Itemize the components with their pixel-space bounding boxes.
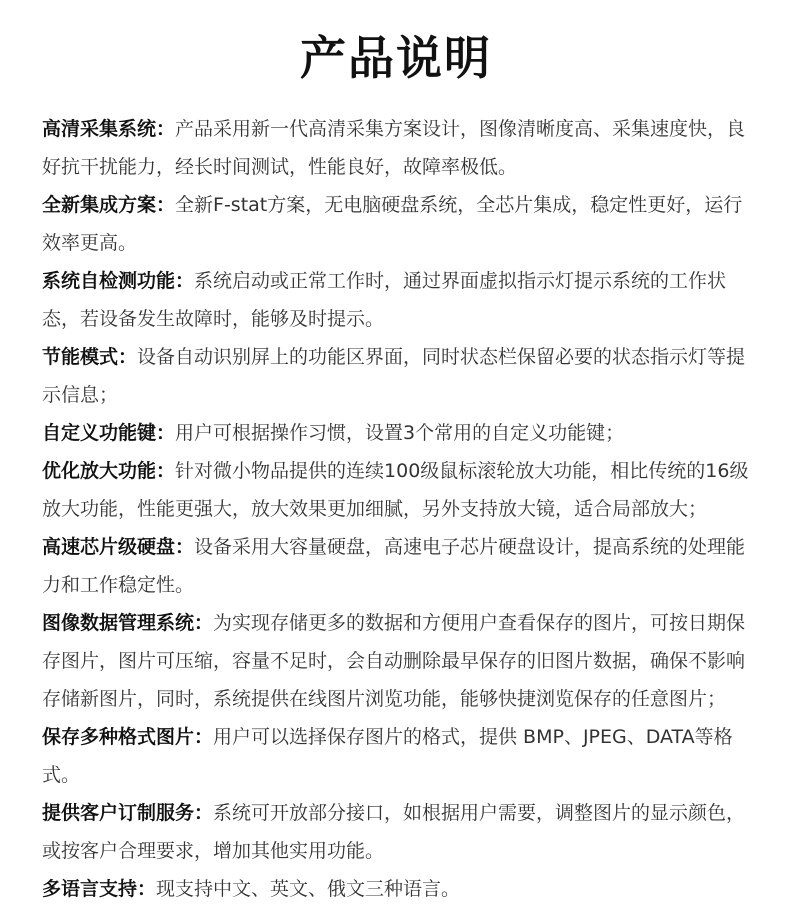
feature-description: 系统可开放部分接口，如根据用户需要，调整图片的显示颜色，或按客户合理要求，增加其他实用功能。 [42, 802, 746, 862]
feature-name: 图像数据管理系统： [42, 612, 214, 634]
feature-item [42, 110, 750, 186]
feature-item [42, 338, 750, 414]
feature-item [42, 262, 750, 338]
feature-item [42, 718, 750, 794]
feature-name: 多语言支持： [42, 878, 157, 900]
feature-name: 高清采集系统： [42, 118, 176, 140]
page-title: 产品说明 [300, 31, 492, 85]
feature-description: 全新F-stat方案，无电脑硬盘系统，全芯片集成，稳定性更好，运行效率更高。 [42, 194, 743, 254]
feature-name: 提供客户订制服务： [42, 802, 214, 824]
feature-item [42, 604, 750, 718]
feature-item [42, 414, 750, 452]
feature-description: 系统启动或正常工作时，通过界面虚拟指示灯提示系统的工作状态，若设备发生故障时，能够及时提示。 [42, 270, 727, 330]
feature-description: 为实现存储更多的数据和方便用户查看保存的图片，可按日期保存图片，图片可压缩，容量不足时，会自动删除最早保存的旧图片数据，确保不影响存储新图片，同时，系统提供在线图片浏览功能，能够快捷浏览保存的任意图片； [42, 612, 746, 710]
feature-name: 高速芯片级硬盘： [42, 536, 195, 558]
feature-item [42, 186, 750, 262]
feature-name: 系统自检测功能： [42, 270, 195, 292]
feature-item [42, 794, 750, 870]
feature-description: 产品采用新一代高清采集方案设计，图像清晰度高、采集速度快，良好抗干扰能力，经长时间测试，性能良好，故障率极低。 [42, 118, 746, 178]
feature-description: 用户可根据操作习惯，设置3个常用的自定义功能键； [175, 422, 625, 444]
feature-item [42, 870, 750, 908]
feature-item [42, 528, 750, 604]
feature-description: 设备自动识别屏上的功能区界面，同时状态栏保留必要的状态指示灯等提示信息； [42, 346, 746, 406]
feature-item [42, 452, 750, 528]
feature-description: 针对微小物品提供的连续100级鼠标滚轮放大功能，相比传统的16级放大功能，性能更强大，放大效果更加细腻，另外支持放大镜，适合局部放大； [42, 460, 749, 520]
feature-description: 现支持中文、英文、俄文三种语言。 [156, 878, 461, 900]
feature-name: 自定义功能键： [42, 422, 176, 444]
feature-name: 优化放大功能： [42, 460, 176, 482]
feature-name: 保存多种格式图片： [42, 726, 214, 748]
feature-description: 设备采用大容量硬盘，高速电子芯片硬盘设计，提高系统的处理能力和工作稳定性。 [42, 536, 746, 596]
feature-name: 全新集成方案： [42, 194, 176, 216]
feature-list [42, 110, 750, 908]
feature-description: 用户可以选择保存图片的格式，提供 BMP、JPEG、DATA等格式。 [42, 726, 733, 786]
feature-name: 节能模式： [42, 346, 138, 368]
